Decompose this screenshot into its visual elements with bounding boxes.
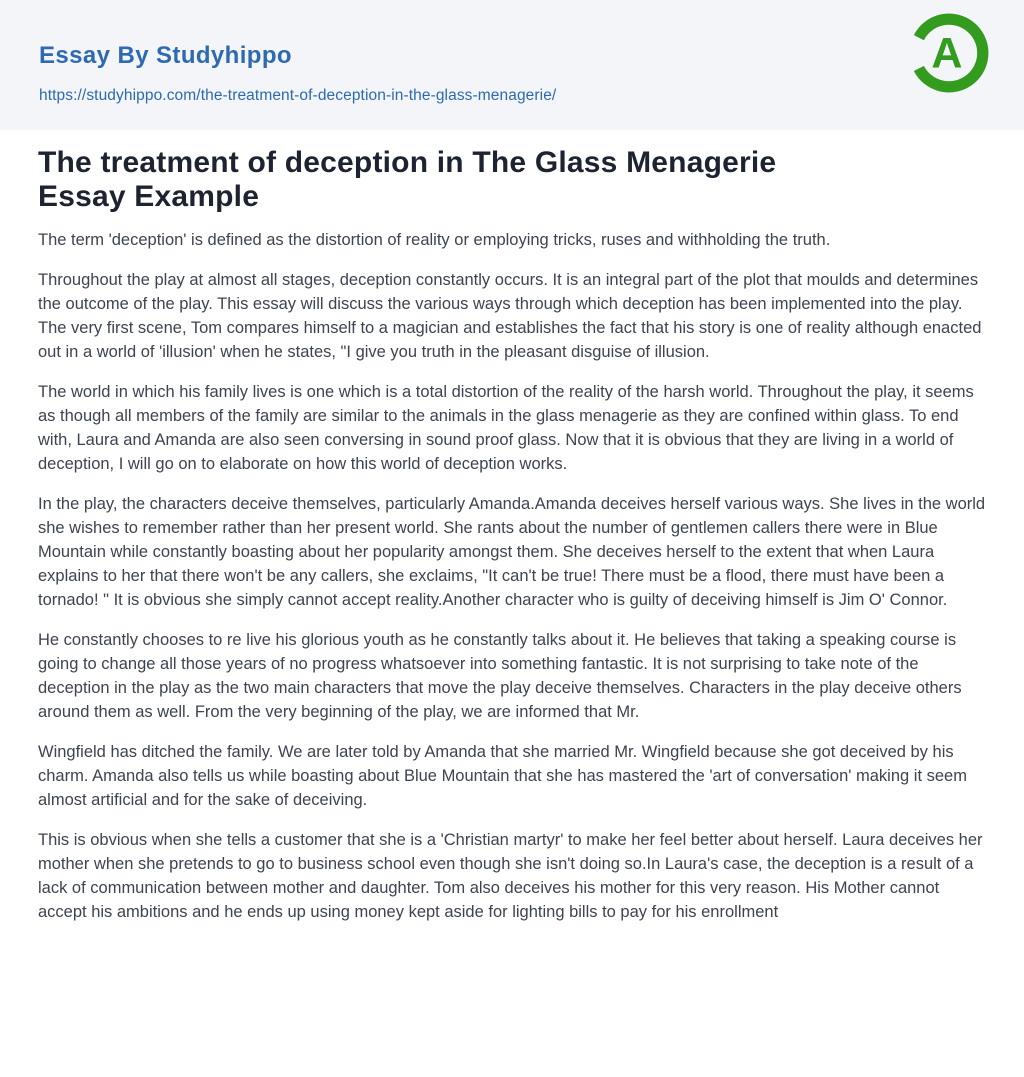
essay-paragraph: The term 'deception' is defined as the distortion of reality or employing tricks, ruses and withholding the truth. xyxy=(38,231,831,249)
essay-paragraph: The world in which his family lives is one which is a total distortion of the reality of the harsh world. Throughout the play, it seems as though all members of the family are similar to the animals in the glass menagerie as they are confined within glass. To end with, Laura and Amanda are also seen conversing in sound proof glass. Now that it is obvious that they are living in a world of deception, I will go on to elaborate on how this world of deception works. xyxy=(38,383,974,473)
essay-content xyxy=(0,130,1024,924)
logo-arc-icon xyxy=(908,12,990,94)
essay-paragraph: He constantly chooses to re live his glorious youth as he constantly talks about it. He believes that taking a speaking course is going to change all those years of no progress whatsoever into something fantastic. It is not surprising to take note of the deception in the play as the two main characters that move the play deceive themselves. Characters in the play deceive others around them as well. From the very beginning of the play, we are informed that Mr. xyxy=(38,631,962,721)
essay-title: The treatment of deception in The Glass Menagerie Essay Example xyxy=(38,146,777,213)
studyhippo-logo-icon xyxy=(908,12,990,94)
essay-body xyxy=(38,228,986,924)
essay-paragraph: Wingfield has ditched the family. We are later told by Amanda that she married Mr. Wingfield because she got deceived by his charm. Amanda also tells us while boasting about Blue Mountain that she has mastered the 'art of conversation' making it seem almost artificial and for the sake of deceiving. xyxy=(38,743,967,809)
page-url-link[interactable]: https://studyhippo.com/the-treatment-of-deception-in-the-glass-menagerie/ xyxy=(39,87,557,104)
essay-paragraph: Throughout the play at almost all stages, deception constantly occurs. It is an integral part of the plot that moulds and determines the outcome of the play. This essay will discuss the various ways through which deception has been implemented into the play. The very first scene, Tom compares himself to a magician and establishes the fact that his story is one of reality although enacted out in a world of 'illusion' when he states, "I give you truth in the pleasant disguise of illusion. xyxy=(38,271,982,361)
essay-paragraph: This is obvious when she tells a customer that she is a 'Christian martyr' to make her feel better about herself. Laura deceives her mother when she pretends to go to business school even though she isn't doing so.In Laura's case, the deception is a result of a lack of communication between mother and daughter. Tom also deceives his mother for this very reason. His Mother cannot accept his ambitions and he ends up using money kept aside for lighting bills to pay for his enrollment xyxy=(38,831,983,921)
site-title: Essay By Studyhippo xyxy=(39,42,292,69)
essay-paragraph: In the play, the characters deceive themselves, particularly Amanda.Amanda deceives herself various ways. She lives in the world she wishes to remember rather than her present world. She rants about the number of gentlemen callers there were in Blue Mountain while constantly boasting about her popularity amongst them. She deceives herself to the extent that when Laura explains to her that there won't be any callers, she exclaims, "It can't be true! There must be a flood, there must have been a tornado! " It is obvious she simply cannot accept reality.Another character who is guilty of deceiving himself is Jim O' Connor. xyxy=(38,495,986,609)
logo-letter: A xyxy=(931,29,963,78)
page-header xyxy=(0,0,1024,130)
